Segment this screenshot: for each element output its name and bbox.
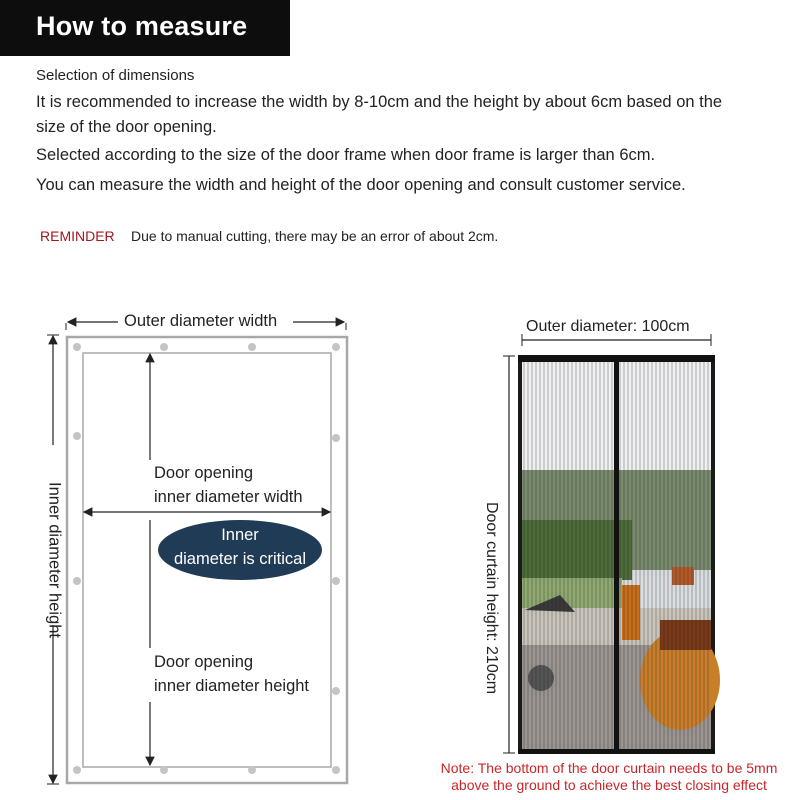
- recommendation-line-cont: size of the door opening.: [36, 118, 217, 136]
- bottom-note: [418, 760, 800, 794]
- reminder-text: Due to manual cutting, there may be an error of about 2cm.: [131, 228, 499, 244]
- opening-width-label-2: inner diameter width: [154, 488, 303, 506]
- frame-size-line: Selected according to the size of the door frame when door frame is larger than 6cm.: [36, 146, 656, 164]
- badge-text-1: Inner: [221, 526, 259, 544]
- consult-line: You can measure the width and height of the door opening and consult customer service.: [36, 176, 686, 194]
- page-title: How to measure: [36, 11, 248, 41]
- opening-height-label-2: inner diameter height: [154, 677, 310, 695]
- recommendation-line: It is recommended to increase the width by 8-10cm and the height by about 6cm based on the: [36, 93, 723, 111]
- note-line-2: above the ground to achieve the best closing effect: [451, 777, 767, 793]
- note-line-1: Note: The bottom of the door curtain needs to be 5mm: [440, 760, 778, 776]
- curtain-height-label: Door curtain height: 210cm: [483, 501, 500, 695]
- section-subtitle: Selection of dimensions: [36, 67, 195, 84]
- badge-text-2: diameter is critical: [173, 550, 307, 568]
- outer-diameter-label: Outer diameter: 100cm: [526, 318, 690, 335]
- opening-height-label-1: Door opening: [154, 653, 254, 671]
- reminder-label: REMINDER: [40, 228, 115, 244]
- outer-width-label: Outer diameter width: [124, 312, 278, 330]
- opening-width-label-1: Door opening: [154, 464, 254, 482]
- inner-height-label: Inner diameter height: [45, 482, 64, 638]
